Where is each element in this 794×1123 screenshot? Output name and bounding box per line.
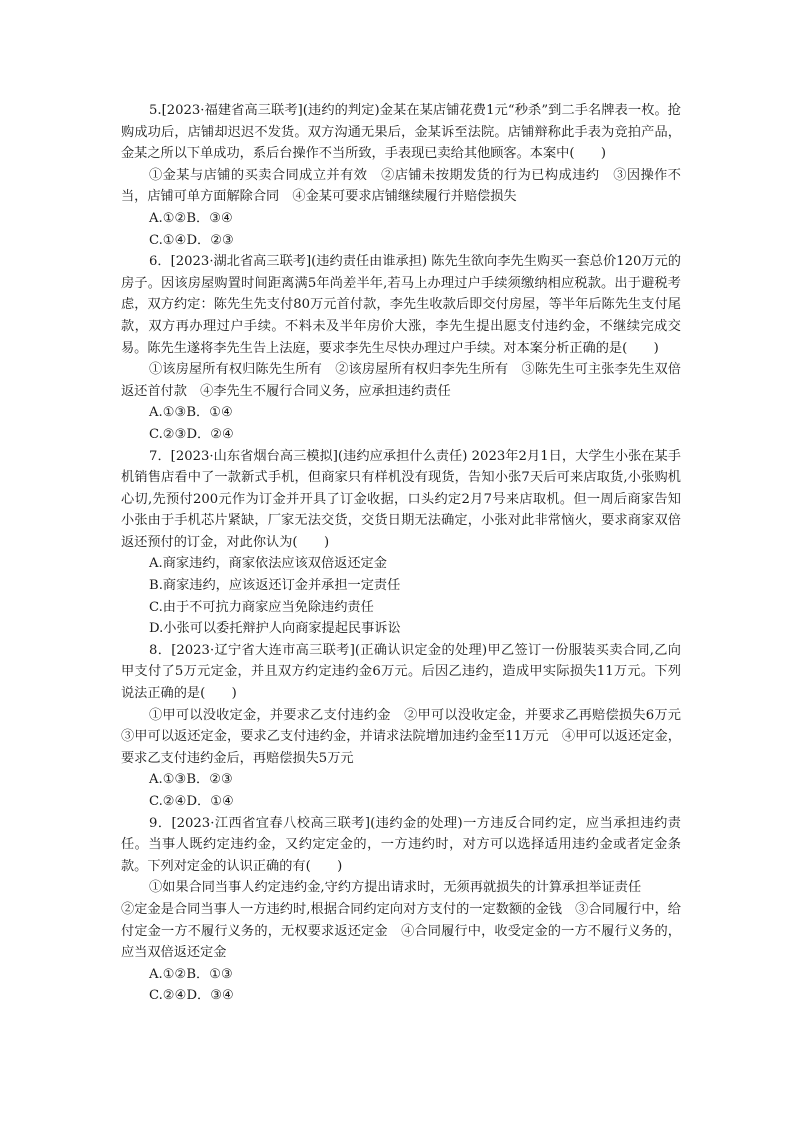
answer-choices-row: C.②④D．③④ xyxy=(149,988,234,1004)
answer-choices-row: C.①④D．②③ xyxy=(149,232,234,248)
question-stem: 6．[2023·湖北省高三联考](违约责任由谁承担) 陈先生欲向李先生购买一套总价120万元的房子。因该房屋购置时间距离满5年尚差半年,若马上办理过户手续须缴纳相应税款。出于避税考虑，双方约定：陈先生先支付80万元首付款，李先生收款后即交付房屋，等半年后陈先生支付尾款，双方再办理过户手续。不料未及半年房价大涨，李先生提出愿支付违约金，不继续完成交易。陈先生遂将李先生告上法庭，要求李先生尽快办理过户手续。对本案分析正确的是( ) xyxy=(121,254,681,356)
question-stem: 5.[2023·福建省高三联考](违约的判定)金某在某店铺花费1元“秒杀”到二手名牌表一枚。抢购成功后，店铺却迟迟不发货。双方沟通无果后，金某诉至法院。店铺辩称此手表为竞拍产品，金某之所以下单成功，系后台操作不当所致，手表现已卖给其他顾客。本案中( ) xyxy=(121,103,681,162)
question-6 xyxy=(121,251,681,445)
question-stem: 8．[2023·辽宁省大连市高三联考](正确认识定金的处理)甲乙签订一份服装买卖合同,乙向甲支付了5万元定金，并且双方约定违约金6万元。后因乙违约，造成甲实际损失11万元。下列说法正确的是( ) xyxy=(121,642,681,702)
question-stem: 7．[2023·山东省烟台高三模拟](违约应承担什么责任) 2023年2月1日，大学生小张在某手机销售店看中了一款新式手机，但商家只有样机没有现货，告知小张7天后可来店取货,小张购机心切,先预付200元作为订金并开具了订金收据，口头约定2月7号来店取机。但一周后商家告知小张由于手机芯片紧缺，厂家无法交货，交货日期无法确定，小张对此非常恼火，要求商家双倍返还预付的订金，对此你认为( ) xyxy=(121,448,681,550)
question-statements: ①金某与店铺的买卖合同成立并有效 ②店铺未按期发货的行为已构成违约 ③因操作不当，店铺可单方面解除合同 ④金某可要求店铺继续履行并赔偿损失 xyxy=(121,167,681,205)
question-8 xyxy=(121,640,695,813)
question-7 xyxy=(121,446,681,640)
answer-choice-c: C.由于不可抗力商家应当免除违约责任 xyxy=(149,599,374,615)
question-5 xyxy=(121,100,681,251)
question-statements: ①甲可以没收定金，并要求乙支付违约金 ②甲可以没收定金，并要求乙再赔偿损失6万元 ③甲可以返还定金，要求乙支付违约金，并请求法院增加违约金至11万元 ④甲可以返还定金，要求乙支付违约金后，再赔偿损失5万元 xyxy=(121,707,695,766)
answer-choices-row: A.①②B．③④ xyxy=(149,210,233,226)
question-list xyxy=(121,100,695,1007)
answer-choices-row: C.②③D．②④ xyxy=(149,426,234,442)
answer-choice-b: B.商家违约，应该返还订金并承担一定责任 xyxy=(149,578,401,594)
answer-choices-row: C.②④D．①④ xyxy=(149,794,234,809)
question-statement-1: ①如果合同当事人约定违约金,守约方提出请求时，无须再就损失的计算承担举证责任 xyxy=(149,880,642,896)
answer-choice-d: D.小张可以委托辩护人向商家提起民事诉讼 xyxy=(149,621,401,637)
question-9 xyxy=(121,813,681,1007)
answer-choices-row: A.①②B．①③ xyxy=(149,966,233,982)
question-statements-rest: ②定金是合同当事人一方违约时,根据合同约定向对方支付的一定数额的金钱 ③合同履行中，给付定金一方不履行义务的，无权要求返还定金 ④合同履行中，收受定金的一方不履行义务的，应当双倍返还定金 xyxy=(121,901,681,961)
answer-choices-row: A.①③B．②③ xyxy=(149,772,233,788)
question-stem: 9．[2023·江西省宜春八校高三联考](违约金的处理)一方违反合同约定，应当承担违约责任。当事人既约定违约金，又约定定金的，一方违约时，对方可以选择适用违约金或者定金条款。下列对定金的认识正确的有( ) xyxy=(121,815,681,874)
question-statements: ①该房屋所有权归陈先生所有 ②该房屋所有权归李先生所有 ③陈先生可主张李先生双倍返还首付款 ④李先生不履行合同义务，应承担违约责任 xyxy=(121,362,681,399)
answer-choices-row: A.①③B．①④ xyxy=(149,405,233,421)
answer-choice-a: A.商家违约，商家依法应该双倍返还定金 xyxy=(149,556,387,572)
